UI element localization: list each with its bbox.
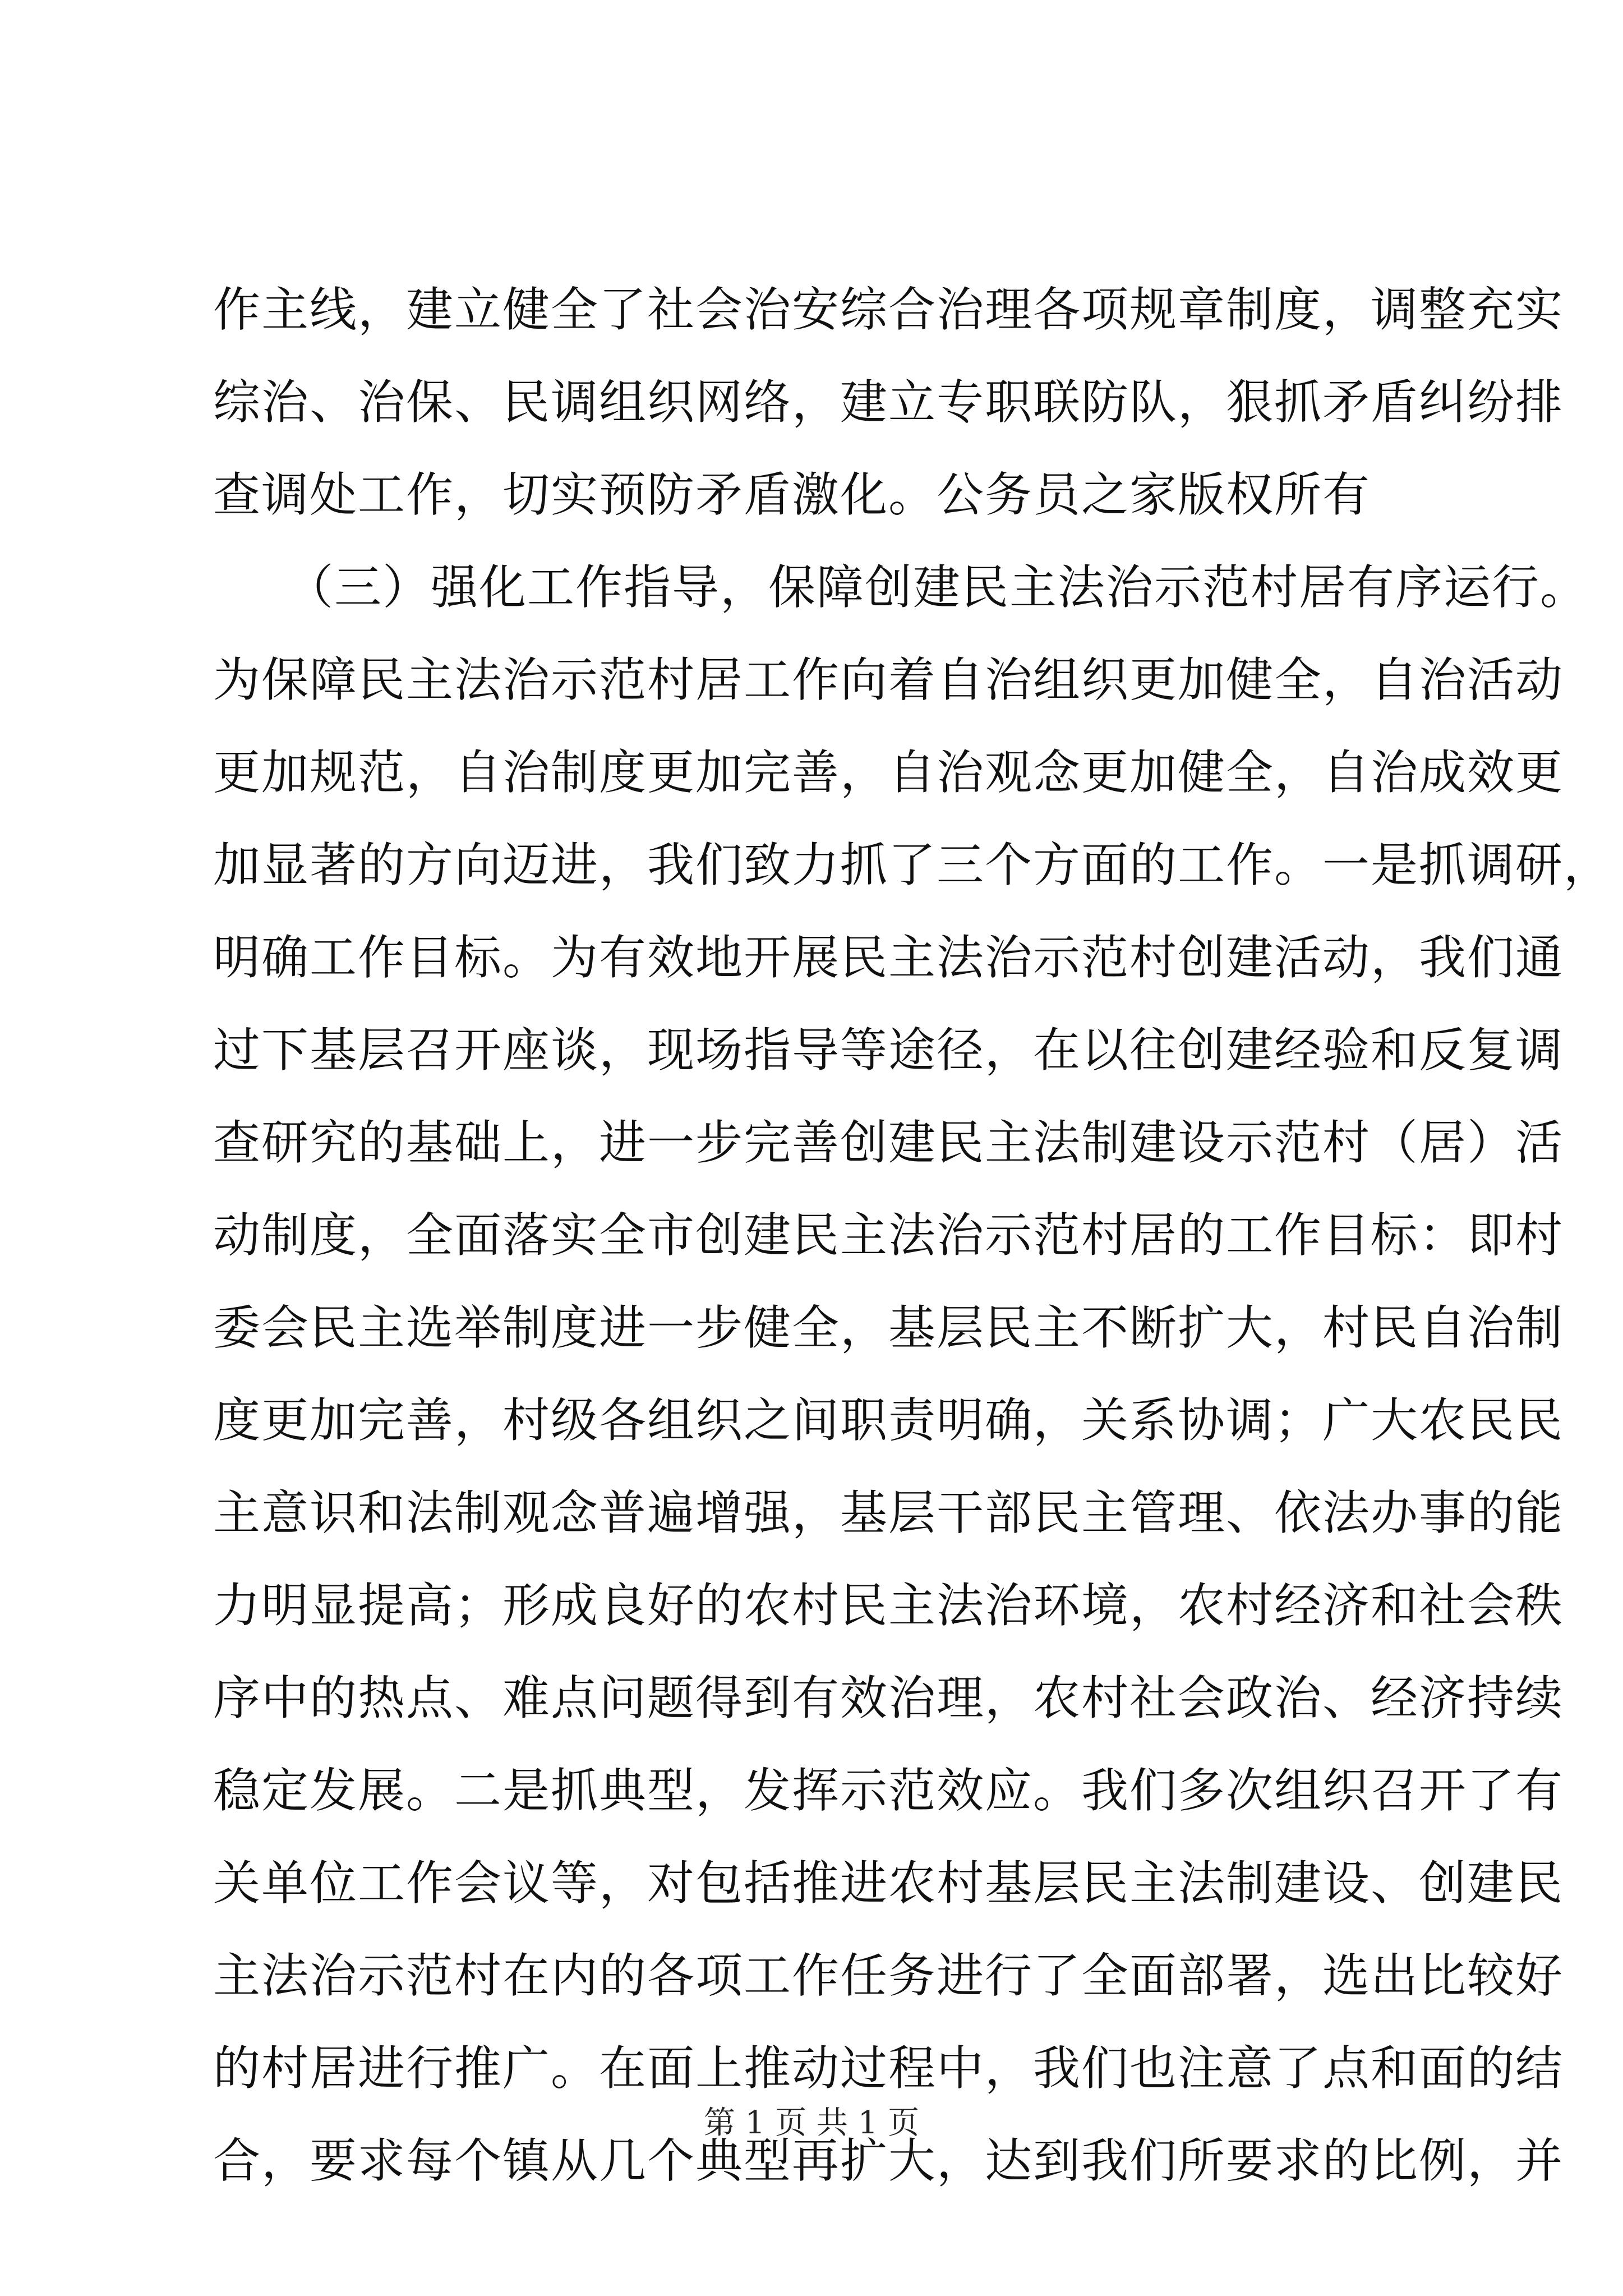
text-line: 更加规范，自治制度更加完善，自治观念更加健全，自治成效更 <box>213 745 1564 800</box>
text-line: 合，要求每个镇从几个典型再扩大，达到我们所要求的比例，并 <box>213 2133 1564 2188</box>
text-line: 度更加完善，村级各组织之间职责明确，关系协调；广大农民民 <box>213 1393 1564 1448</box>
text-line: 的村居进行推广。在面上推动过程中，我们也注意了点和面的结 <box>213 2041 1564 2096</box>
section-heading-line: （三）强化工作指导，保障创建民主法治示范村居有序运行。 <box>213 560 1589 615</box>
text-line: 查调处工作，切实预防矛盾激化。公务员之家版权所有 <box>213 467 1371 522</box>
text-line: 明确工作目标。为有效地开展民主法治示范村创建活动，我们通 <box>213 930 1564 985</box>
page-number-footer: 第 1 页 共 1 页 <box>703 2105 920 2141</box>
text-line: 稳定发展。二是抓典型，发挥示范效应。我们多次组织召开了有 <box>213 1763 1564 1818</box>
text-line: 综治、治保、民调组织网络，建立专职联防队，狠抓矛盾纠纷排 <box>213 375 1564 430</box>
text-line: 过下基层召开座谈，现场指导等途径，在以往创建经验和反复调 <box>213 1023 1564 1078</box>
text-line: 为保障民主法治示范村居工作向着自治组织更加健全，自治活动 <box>213 652 1564 707</box>
text-line: 动制度，全面落实全市创建民主法治示范村居的工作目标：即村 <box>213 1208 1564 1263</box>
text-line: 关单位工作会议等，对包括推进农村基层民主法制建设、创建民 <box>213 1856 1564 1911</box>
text-line: 序中的热点、难点问题得到有效治理，农村社会政治、经济持续 <box>213 1671 1564 1726</box>
text-line: 主意识和法制观念普遍增强，基层干部民主管理、依法办事的能 <box>213 1485 1564 1540</box>
text-line: 委会民主选举制度进一步健全，基层民主不断扩大，村民自治制 <box>213 1300 1564 1355</box>
text-line: 查研究的基础上，进一步完善创建民主法制建设示范村（居）活 <box>213 1115 1564 1170</box>
body-text <box>213 264 1612 2207</box>
text-line: 加显著的方向迈进，我们致力抓了三个方面的工作。一是抓调研， <box>213 838 1612 892</box>
text-line: 作主线，建立健全了社会治安综合治理各项规章制度，调整充实 <box>213 282 1564 337</box>
text-line: 主法治示范村在内的各项工作任务进行了全面部署，选出比较好 <box>213 1948 1564 2003</box>
text-line: 力明显提高；形成良好的农村民主法治环境，农村经济和社会秩 <box>213 1578 1564 1633</box>
